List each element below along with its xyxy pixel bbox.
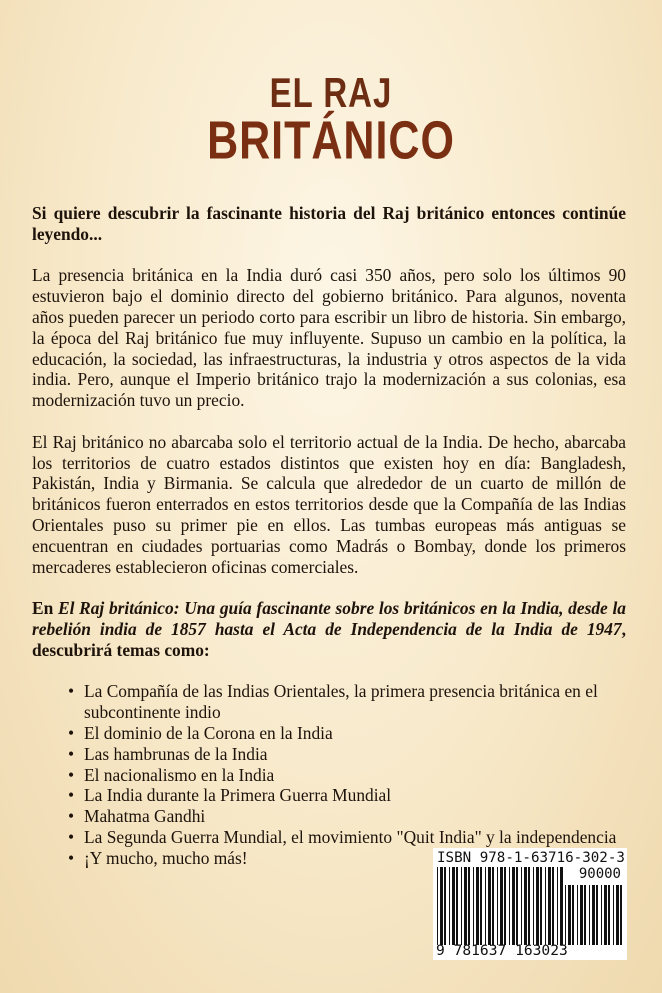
intro-text: Si quiere descubrir la fascinante historia del Raj británico entonces continúe leyendo... xyxy=(32,203,626,244)
list-item xyxy=(68,744,626,765)
back-cover-text xyxy=(32,203,626,869)
cta-prefix: En xyxy=(32,598,58,619)
price-code: 90000 xyxy=(578,866,621,882)
bullet-icon: • xyxy=(68,785,75,806)
list-item-text: ¡Y mucho, mucho más! xyxy=(84,847,248,868)
bullet-icon: • xyxy=(68,764,75,785)
list-item xyxy=(68,765,626,786)
bullet-icon: • xyxy=(68,847,75,868)
bullet-icon: • xyxy=(68,722,75,743)
list-item-text: El dominio de la Corona en la India xyxy=(84,722,333,743)
cta-book-title: El Raj británico: Una guía fascinante sobre los británicos en la India, desde la rebelión india de 1857 hasta el Acta de Independencia de la India de 1947 xyxy=(32,598,626,639)
book-title-line2: BRITÁNICO xyxy=(207,110,455,171)
cta-suffix: , descubrirá temas como: xyxy=(32,618,626,660)
book-title-line1: EL RAJ xyxy=(269,69,393,116)
list-item xyxy=(68,785,626,806)
list-item-text: La India durante la Primera Guerra Mundial xyxy=(84,785,392,806)
barcode-bars xyxy=(437,867,565,945)
topics-list xyxy=(32,681,626,868)
bullet-icon: • xyxy=(68,743,75,764)
ean-digits: 9 781637 163023 xyxy=(436,942,568,959)
paragraph-1: La presencia británica en la India duró casi 350 años, pero solo los últimos 90 estuvieron bajo el dominio directo del gobierno británico. Para algunos, noventa años pueden parecer un periodo corto para escribir un libro de historia. Sin embargo, la época del Raj británico fue muy influyente. Supuso un cambio en la política, la educación, la sociedad, las infraestructuras, la industria y otros aspectos de la vida india. Pero, aunque el Imperio británico trajo la modernización a sus colonias, esa modernización tuvo un precio. xyxy=(32,265,626,411)
isbn-label: ISBN 978-1-63716-302-3 xyxy=(437,850,625,866)
list-item xyxy=(68,806,626,827)
bullet-icon: • xyxy=(68,806,75,827)
bullet-icon: • xyxy=(68,826,75,847)
list-item-text: La Compañía de las Indias Orientales, la primera presencia británica en el subcontinente indio xyxy=(84,681,598,723)
price-barcode-bars xyxy=(565,885,625,945)
bullet-icon: • xyxy=(68,681,75,702)
list-item-text: Mahatma Gandhi xyxy=(84,806,206,827)
isbn-barcode xyxy=(433,848,627,960)
list-item-text: El nacionalismo en la India xyxy=(84,764,275,785)
list-item xyxy=(68,681,626,723)
list-item-text: La Segunda Guerra Mundial, el movimiento "Quit India" y la independencia xyxy=(84,826,617,847)
list-item xyxy=(68,723,626,744)
list-item-text: Las hambrunas de la India xyxy=(84,743,268,764)
call-to-action xyxy=(32,598,626,660)
list-item xyxy=(68,827,626,848)
paragraph-2: El Raj británico no abarcaba solo el territorio actual de la India. De hecho, abarcaba los territorios de cuatro estados distintos que existen hoy en día: Bangladesh, Pakistán, India y Birmania. Se calcula que alrededor de un cuarto de millón de británicos fueron enterrados en estos territorios desde que la Compañía de las Indias Orientales puso su primer pie en ellos. Las tumbas europeas más antiguas se encuentran en ciudades portuarias como Madrás o Bombay, donde los primeros mercaderes establecieron oficinas comerciales. xyxy=(32,431,626,577)
